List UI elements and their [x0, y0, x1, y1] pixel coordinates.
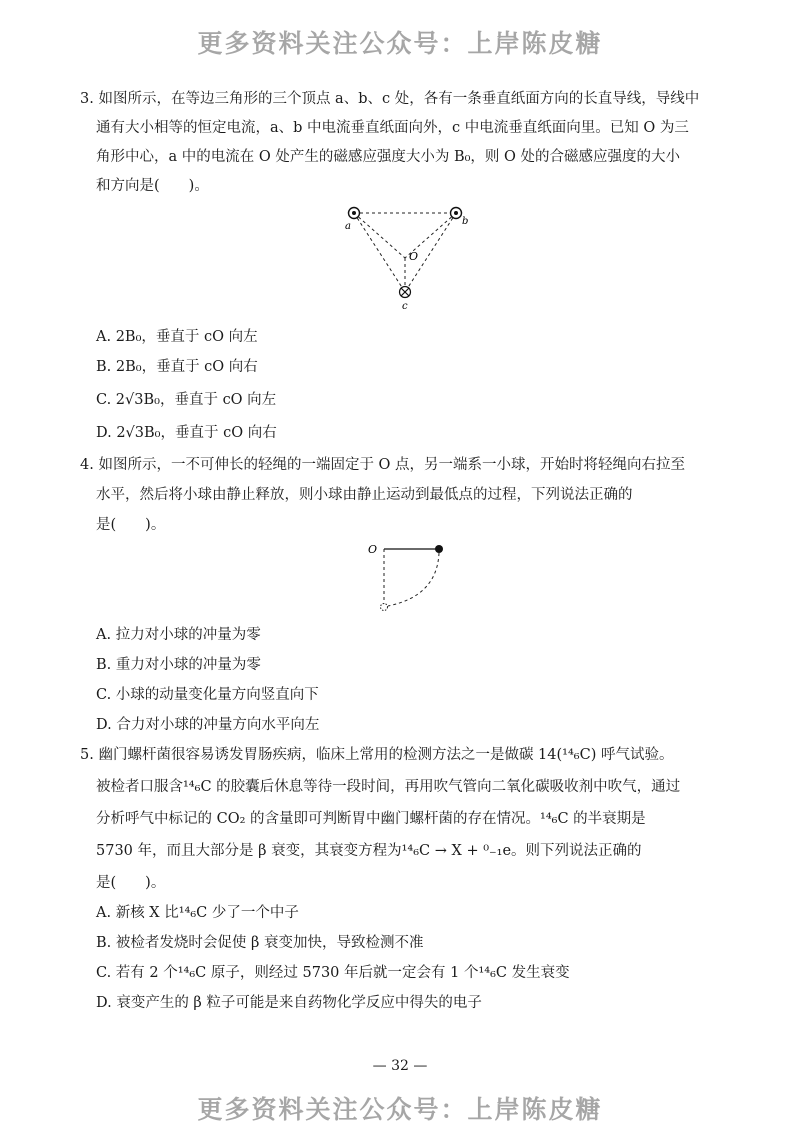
page-number: — 32 —	[372, 1058, 428, 1074]
q4-option-a[interactable]: A. 拉力对小球的冲量为零	[96, 627, 261, 643]
q5-line-4: 5730 年，而且大部分是 β 衰变，其衰变方程为¹⁴₆C → X + ⁰₋₁e。则下列说法正确的	[96, 843, 642, 859]
label-c: c	[402, 301, 408, 312]
q4-option-c[interactable]: C. 小球的动量变化量方向竖直向下	[96, 687, 319, 703]
side-ac	[354, 213, 405, 292]
q5-line-5: 是( )。	[96, 875, 166, 891]
current-in-icon-c	[400, 287, 411, 298]
q5-line-3: 分析呼气中标记的 CO₂ 的含量即可判断胃中幽门螺杆菌的存在情况。¹⁴₆C 的半衰期是	[96, 811, 646, 827]
q3-text-1: 如图所示，在等边三角形的三个顶点 a、b、c 处，各有一条垂直纸面方向的长直导线，导线中	[98, 91, 700, 107]
q4-line-2: 水平，然后将小球由静止释放，则小球由静止运动到最低点的过程，下列说法正确的	[96, 487, 633, 503]
q5-option-a[interactable]: A. 新核 X 比¹⁴₆C 少了一个中子	[96, 905, 299, 921]
q4-number: 4.	[80, 457, 94, 473]
label-b: b	[462, 216, 469, 227]
q4-option-b[interactable]: B. 重力对小球的冲量为零	[96, 657, 261, 673]
q4-pendulum-figure	[365, 538, 450, 614]
q5-option-b[interactable]: B. 被检者发烧时会促使 β 衰变加快，导致检测不准	[96, 935, 424, 951]
q3-line-3: 角形中心，a 中的电流在 O 处产生的磁感应强度大小为 B₀，则 O 处的合磁感应强度的大小	[96, 149, 681, 165]
q4-option-d[interactable]: D. 合力对小球的冲量方向水平向左	[96, 717, 320, 733]
q5-option-c[interactable]: C. 若有 2 个¹⁴₆C 原子，则经过 5730 年后就一定会有 1 个¹⁴₆C 发生衰变	[96, 965, 570, 981]
q4-text-1: 如图所示，一不可伸长的轻绳的一端固定于 O 点，另一端系一小球，开始时将轻绳向右拉至	[98, 457, 686, 473]
label-a: a	[345, 221, 351, 232]
q3-number: 3.	[80, 91, 94, 107]
label-o: O	[409, 250, 419, 263]
ball-end	[381, 604, 388, 611]
q5-option-d[interactable]: D. 衰变产生的 β 粒子可能是来自药物化学反应中得失的电子	[96, 995, 482, 1011]
q3-option-a[interactable]: A. 2B₀，垂直于 cO 向左	[96, 329, 258, 345]
ball-start	[435, 545, 443, 553]
line-aO	[354, 213, 405, 258]
q4-line-1	[80, 455, 685, 475]
q3-option-d[interactable]: D. 2√3B₀，垂直于 cO 向右	[96, 425, 277, 441]
q3-triangle-figure	[340, 200, 470, 312]
label-o: O	[368, 543, 378, 556]
q3-line-4: 和方向是( )。	[96, 178, 209, 194]
q3-line-2: 通有大小相等的恒定电流，a、b 中电流垂直纸面向外，c 中电流垂直纸面向里。已知 O 为三	[96, 120, 689, 136]
q4-line-3: 是( )。	[96, 517, 166, 533]
q5-line-1	[80, 745, 673, 765]
watermark-top: 更多资料关注公众号：上岸陈皮糖	[197, 29, 603, 58]
arc-path	[388, 553, 439, 606]
q3-line-1	[80, 89, 699, 109]
q3-option-c[interactable]: C. 2√3B₀，垂直于 cO 向左	[96, 392, 277, 408]
q5-number: 5.	[80, 747, 94, 763]
q3-option-b[interactable]: B. 2B₀，垂直于 cO 向右	[96, 359, 258, 375]
current-out-icon-a	[349, 208, 360, 219]
q5-text-1: 幽门螺杆菌很容易诱发胃肠疾病，临床上常用的检测方法之一是做碳 14(¹⁴₆C) 呼气试验。	[98, 747, 674, 763]
watermark-bottom: 更多资料关注公众号：上岸陈皮糖	[197, 1095, 603, 1124]
current-out-icon-b	[451, 208, 462, 219]
q5-line-2: 被检者口服含¹⁴₆C 的胶囊后休息等待一段时间，再用吹气管向二氧化碳吸收剂中吹气，通过	[96, 779, 681, 795]
